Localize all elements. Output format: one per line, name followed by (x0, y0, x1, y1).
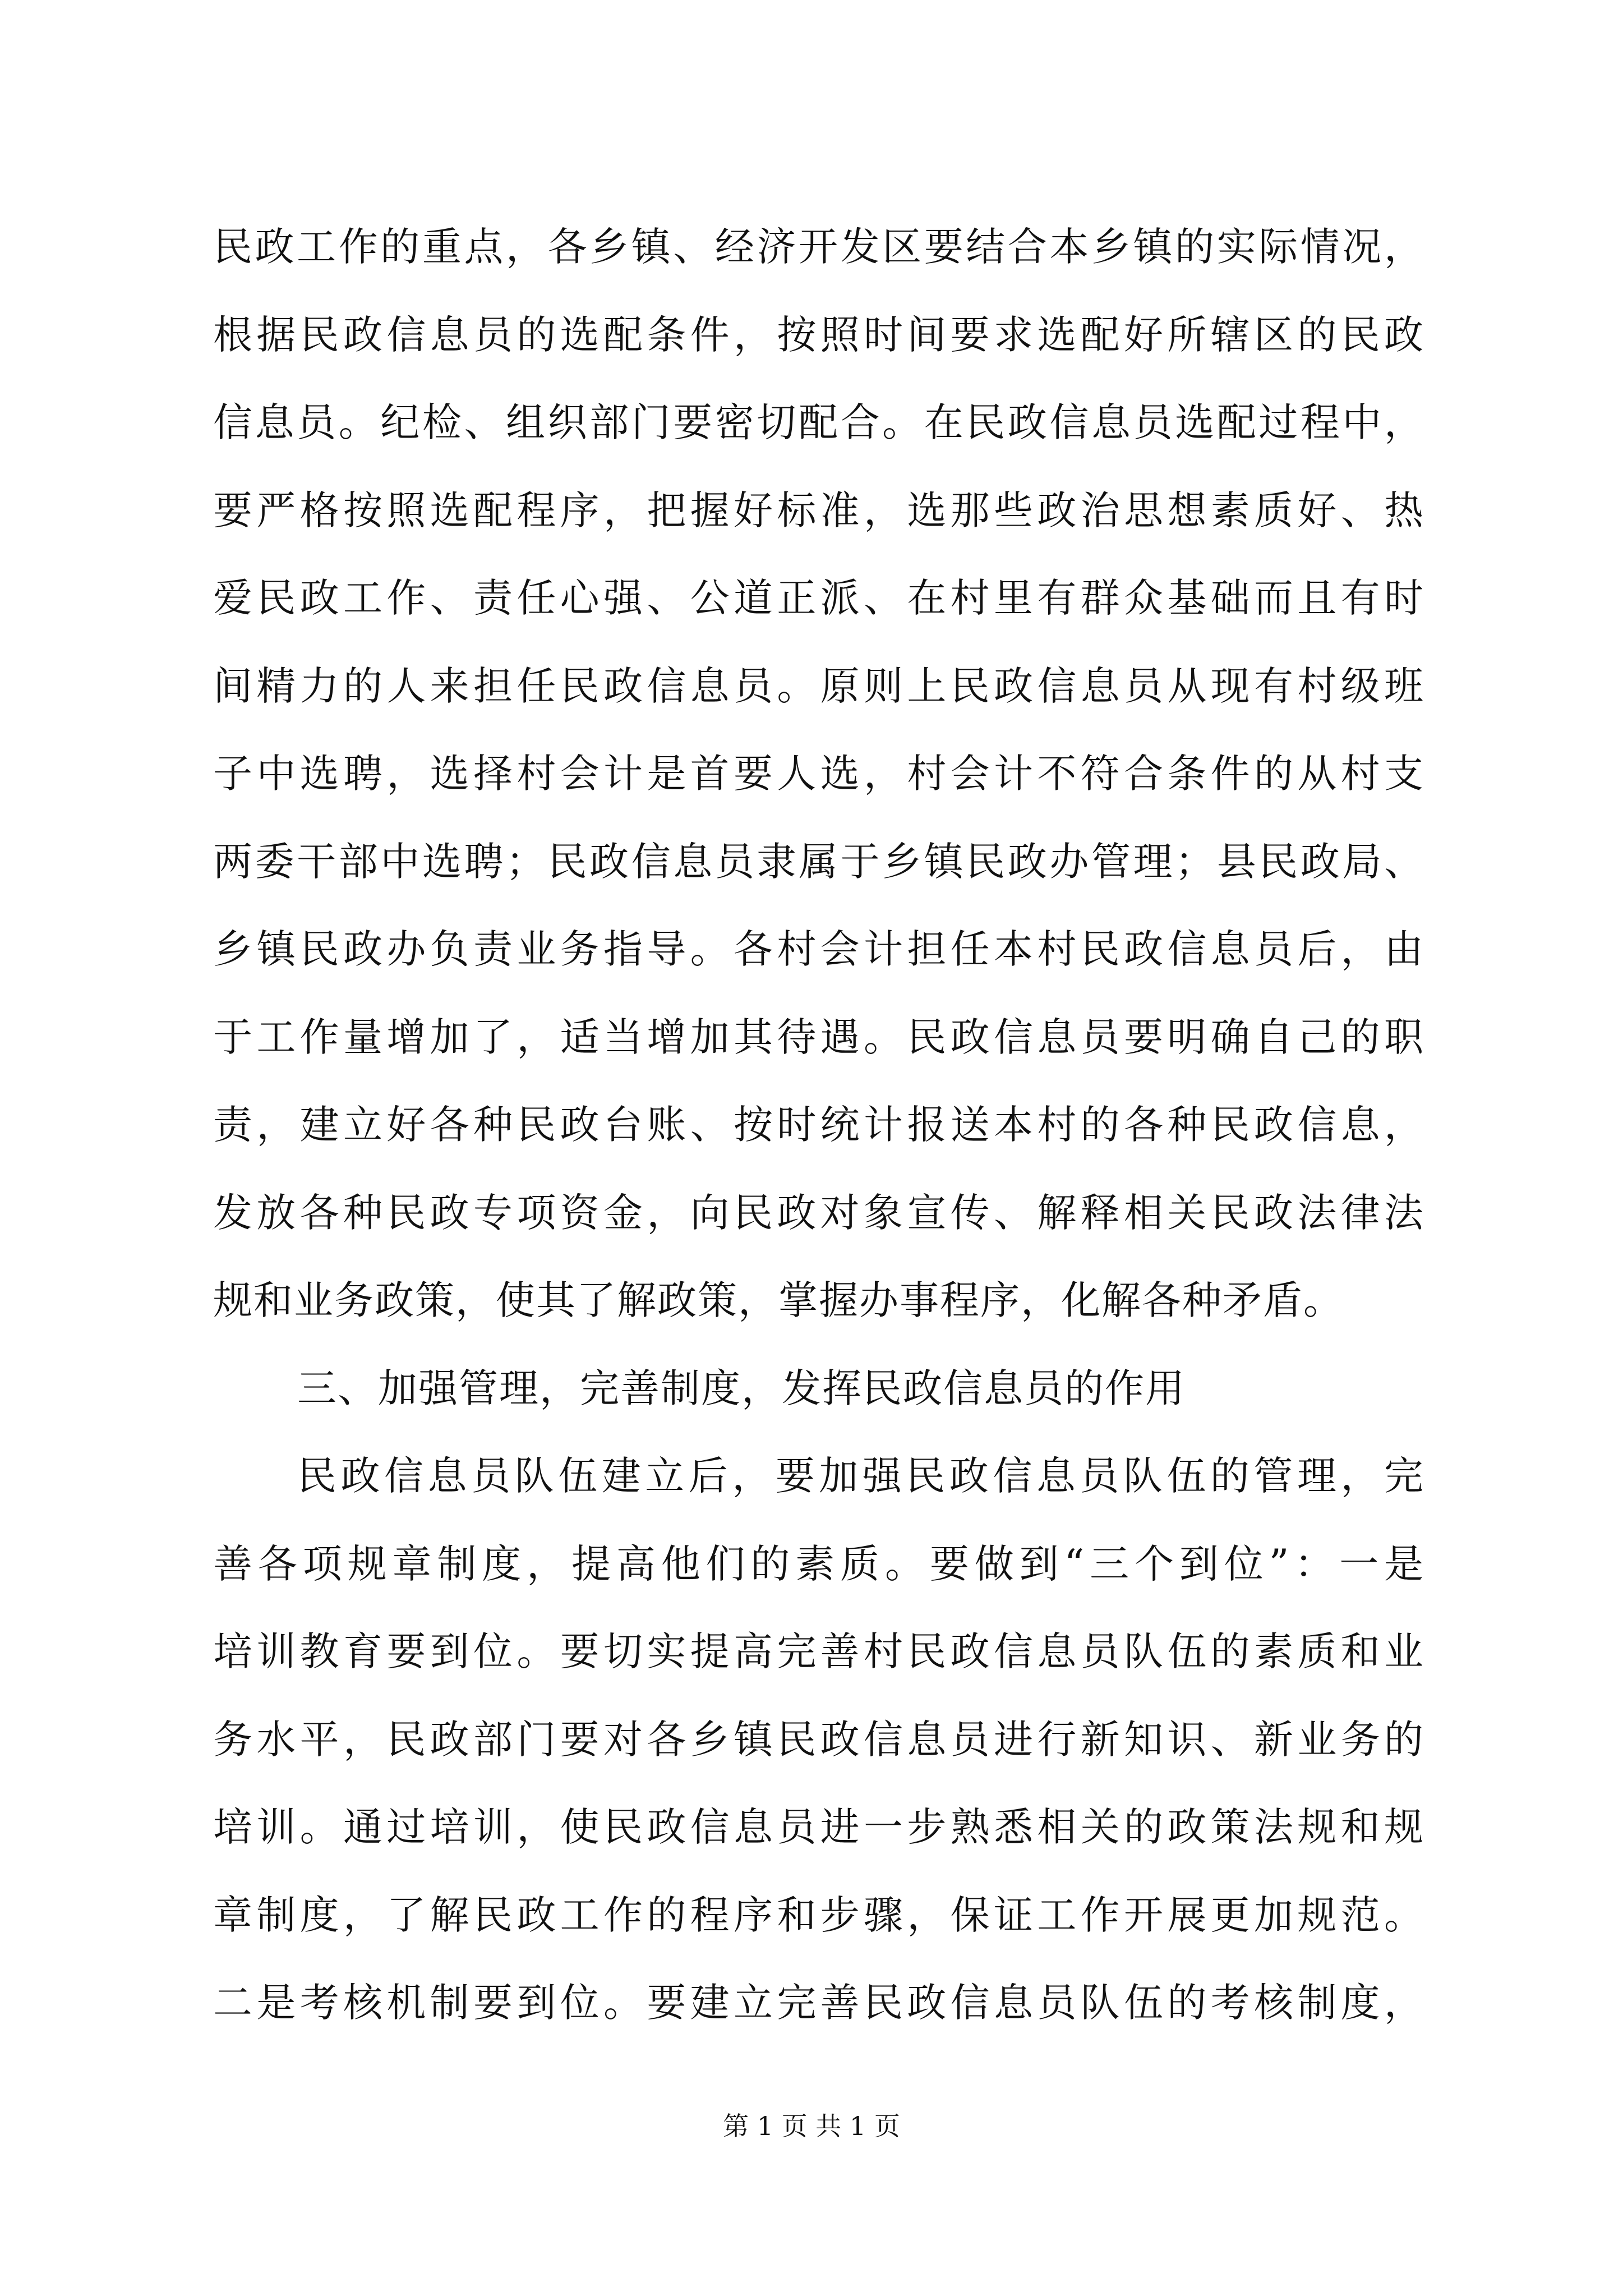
text-line: 间精力的人来担任民政信息员。原则上民政信息员从现有村级班 (213, 662, 1424, 709)
text-line: 信息员。纪检、组织部门要密切配合。在民政信息员选配过程中， (213, 399, 1424, 445)
text-line: 善各项规章制度，提高他们的素质。要做到“三个到位”：一是 (213, 1540, 1424, 1587)
text-line: 根据民政信息员的选配条件，按照时间要求选配好所辖区的民政 (213, 311, 1424, 358)
text-line: 乡镇民政办负责业务指导。各村会计担任本村民政信息员后，由 (213, 926, 1424, 972)
text-line: 责，建立好各种民政台账、按时统计报送本村的各种民政信息， (213, 1102, 1424, 1148)
page-number-footer: 第 1 页 共 1 页 (723, 2111, 900, 2141)
text-line: 规和业务政策，使其了解政策，掌握办事程序，化解各种矛盾。 (213, 1277, 1344, 1323)
text-line: 爱民政工作、责任心强、公道正派、在村里有群众基础而且有时 (213, 575, 1424, 621)
text-line: 二是考核机制要到位。要建立完善民政信息员队伍的考核制度， (213, 1980, 1424, 2026)
text-line: 培训。通过培训，使民政信息员进一步熟悉相关的政策法规和规 (213, 1804, 1424, 1850)
text-line: 两委干部中选聘；民政信息员隶属于乡镇民政办管理；县民政局、 (213, 838, 1424, 885)
text-line: 培训教育要到位。要切实提高完善村民政信息员队伍的素质和业 (213, 1628, 1424, 1674)
text-line: 务水平，民政部门要对各乡镇民政信息员进行新知识、新业务的 (213, 1716, 1424, 1763)
text-line: 于工作量增加了，适当增加其待遇。民政信息员要明确自己的职 (213, 1014, 1424, 1060)
section-heading: 三、加强管理，完善制度，发挥民政信息员的作用 (297, 1365, 1186, 1411)
text-line: 章制度，了解民政工作的程序和步骤，保证工作开展更加规范。 (213, 1892, 1424, 1938)
text-line: 子中选聘，选择村会计是首要人选，村会计不符合条件的从村支 (213, 751, 1424, 797)
text-line: 民政工作的重点，各乡镇、经济开发区要结合本乡镇的实际情况， (213, 224, 1424, 270)
text-line: 发放各种民政专项资金，向民政对象宣传、解释相关民政法律法 (213, 1189, 1424, 1236)
text-line: 民政信息员队伍建立后，要加强民政信息员队伍的管理，完 (297, 1453, 1424, 1499)
document-body (213, 203, 1424, 2047)
text-line: 要严格按照选配程序，把握好标准，选那些政治思想素质好、热 (213, 487, 1424, 533)
